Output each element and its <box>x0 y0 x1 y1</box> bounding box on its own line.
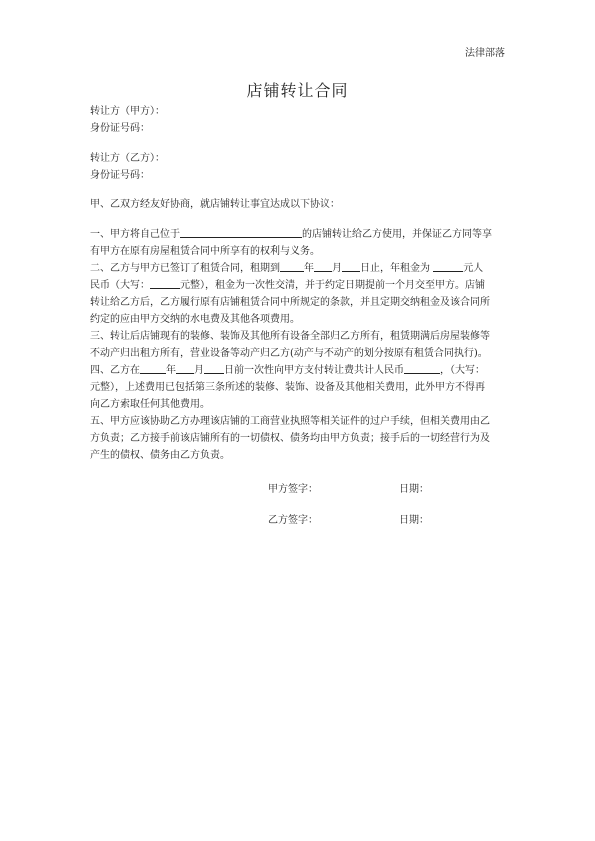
clause-4-line-1 <box>90 362 508 379</box>
intro-text: 甲、乙双方经友好协商，就店铺转让事宜达成以下协议： <box>90 199 340 210</box>
party-b-id-label: 身份证号码： <box>90 170 150 181</box>
clause-1-line-1 <box>90 226 508 243</box>
transfer-fee-blank <box>404 362 440 374</box>
clause-5-line-2: 方负责；乙方接手前该店铺所有的一切债权、债务均由甲方负责；接手后的一切经营行为及 <box>90 433 490 444</box>
clause-4-line-3: 向乙方索取任何其他费用。 <box>90 399 210 410</box>
rent-uppercase-blank <box>150 277 180 289</box>
clause-4-text-b: 年 <box>166 365 176 376</box>
party-a-section <box>90 103 508 137</box>
party-a-label: 转让方（甲方）： <box>90 106 165 117</box>
party-a-date-label: 日期： <box>399 484 429 495</box>
clause-2-text-d: 日止，年租金为 <box>360 263 430 274</box>
lease-month-blank <box>314 260 332 272</box>
clause-2-text-c: 月 <box>332 263 342 274</box>
clauses-section <box>90 226 508 464</box>
intro-section <box>90 196 508 213</box>
party-b-date-label: 日期： <box>399 515 429 526</box>
party-b-label: 转让方（乙方）： <box>90 153 165 164</box>
shop-location-blank <box>180 226 302 238</box>
clause-4-line-2: 元整），上述费用已包括第三条所述的装修、装饰、设备及其他相关费用，此外甲方不得再 <box>90 382 485 393</box>
clause-4-text-e: ，（大写： <box>440 365 485 376</box>
clause-4-text-a: 四、乙方在 <box>90 365 140 376</box>
party-b-signature-label: 乙方签字： <box>268 515 318 526</box>
party-a-signature-label: 甲方签字： <box>268 484 318 495</box>
clause-2-text-g: 元整），租金为一次性交清，并于约定日期提前一个月交至甲方。店铺 <box>180 280 485 291</box>
clause-1-text-a: 一、甲方将自己位于 <box>90 229 180 240</box>
document-title: 店铺转让合同 <box>246 81 349 100</box>
clause-2-line-1 <box>90 260 508 277</box>
clause-2-text-a: 二、乙方与甲方已签订了租赁合同，租期到 <box>90 263 280 274</box>
party-b-section <box>90 150 508 184</box>
clause-2-text-e: 元人 <box>463 263 484 274</box>
lease-day-blank <box>342 260 360 272</box>
clause-4-text-d: 日前一次性向甲方支付转让费共计人民币 <box>224 365 404 376</box>
clause-2-text-b: 年 <box>304 263 314 274</box>
clause-3-line-2: 不动产归出租方所有，营业设备等动产归乙方(动产与不动产的划分按原有租赁合同执行)。 <box>90 348 488 359</box>
clause-2-line-2 <box>90 277 508 294</box>
clause-4-text-c: 月 <box>194 365 204 376</box>
clause-5-line-3: 产生的债权、债务由乙方负责。 <box>90 450 230 461</box>
clause-1-text-b: 的店铺转让给乙方使用，并保证乙方同等享 <box>302 229 492 240</box>
clause-2-line-3: 转让给乙方后，乙方履行原有店铺租赁合同中所规定的条款，并且定期交纳租金及该合同所 <box>90 297 490 308</box>
header-tag: 法律部落 <box>465 48 505 59</box>
party-a-id-label: 身份证号码： <box>90 123 150 134</box>
clause-2-text-f: 民币（大写： <box>90 280 150 291</box>
payment-month-blank <box>176 362 194 374</box>
payment-year-blank <box>140 362 166 374</box>
clause-2-line-4: 约定的应由甲方交纳的水电费及其他各项费用。 <box>90 314 300 325</box>
lease-year-blank <box>280 260 304 272</box>
annual-rent-blank <box>433 260 463 272</box>
clause-5-line-1: 五、甲方应该协助乙方办理该店铺的工商营业执照等相关证件的过户手续，但相关费用由乙 <box>90 416 490 427</box>
payment-day-blank <box>204 362 224 374</box>
clause-3-line-1: 三、转让后店铺现有的装修、装饰及其他所有设备全部归乙方所有，租赁期满后房屋装修等 <box>90 331 490 342</box>
clause-1-line-2: 有甲方在原有房屋租赁合同中所享有的权利与义务。 <box>90 246 320 257</box>
